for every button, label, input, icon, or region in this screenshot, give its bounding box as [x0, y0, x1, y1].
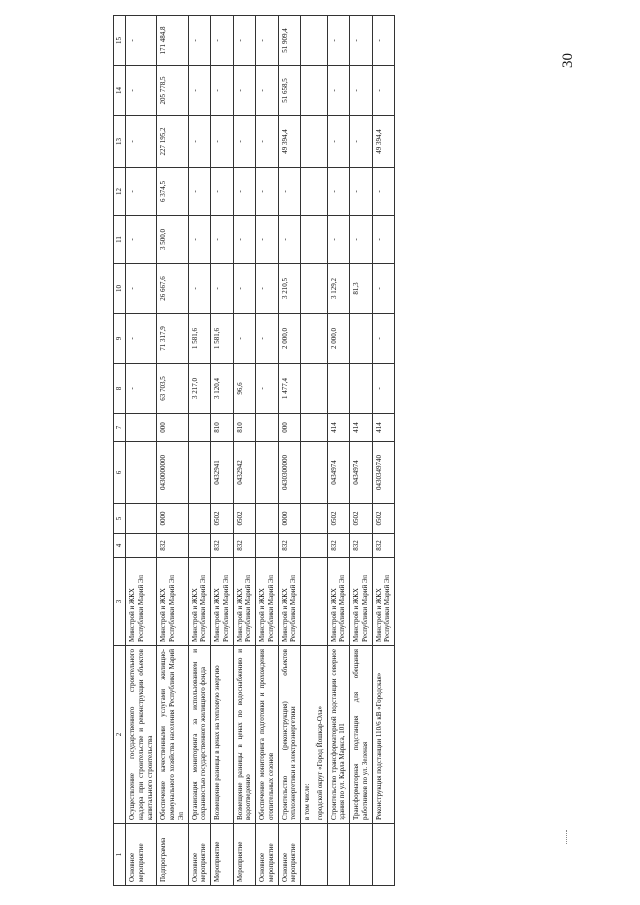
- amount-cell: -: [372, 364, 395, 414]
- amount-cell: -: [327, 168, 350, 216]
- cell-col-6: 0430000000: [157, 442, 188, 504]
- amount-cell: -: [188, 116, 211, 168]
- cell-col-7: [256, 414, 279, 442]
- amount-cell: [301, 364, 314, 414]
- amount-cell: -: [188, 216, 211, 264]
- amount-cell: -: [233, 168, 256, 216]
- responsible-cell: Минстрой и ЖКХ Республики Марий Эл: [327, 558, 350, 646]
- cell-col-6: 0432941: [211, 442, 234, 504]
- amount-cell: 205 778,5: [157, 66, 188, 116]
- amount-cell: -: [350, 216, 373, 264]
- row-description-cell: Трансформаторная подстанция для обещания работников по ул. Зеленая: [350, 646, 373, 824]
- column-number-row: [114, 16, 126, 886]
- cell-col-4: 832: [350, 534, 373, 558]
- table-row: [188, 16, 211, 886]
- cell-col-6: 0434974: [327, 442, 350, 504]
- row-description-cell: Реконструкция подстанции 110/6 кВ «Городская»: [372, 646, 395, 824]
- amount-cell: 3 210,5: [278, 264, 301, 314]
- amount-cell: -: [233, 216, 256, 264]
- amount-cell: -: [126, 168, 157, 216]
- amount-cell: -: [126, 16, 157, 66]
- amount-cell: [301, 66, 314, 116]
- row-description-cell: Обеспечение мониторинга подготовки и прохождения отопительных сезонов: [256, 646, 279, 824]
- cell-col-4: 832: [157, 534, 188, 558]
- amount-cell: [301, 168, 314, 216]
- amount-cell: -: [126, 216, 157, 264]
- cell-col-6: [126, 442, 157, 504]
- cell-col-5: 0000: [157, 504, 188, 534]
- cell-col-4: 832: [327, 534, 350, 558]
- column-number-2: 2: [114, 646, 126, 824]
- amount-cell: -: [211, 264, 234, 314]
- cell-col-7: 414: [372, 414, 395, 442]
- amount-cell: -: [350, 168, 373, 216]
- amount-cell: -: [327, 16, 350, 66]
- cell-col-7: 810: [211, 414, 234, 442]
- cell-col-5: 0502: [327, 504, 350, 534]
- amount-cell: [314, 314, 327, 364]
- amount-cell: -: [233, 314, 256, 364]
- amount-cell: -: [256, 264, 279, 314]
- amount-cell: 171 484,8: [157, 16, 188, 66]
- row-description-cell: Возмещение разницы в ценах на тепловую энергию: [211, 646, 234, 824]
- amount-cell: -: [188, 66, 211, 116]
- amount-cell: -: [211, 66, 234, 116]
- cell-col-5: [188, 504, 211, 534]
- responsible-cell: Минстрой и ЖКХ Республики Марий Эл: [256, 558, 279, 646]
- amount-cell: [327, 364, 350, 414]
- responsible-cell: Минстрой и ЖКХ Республики Марий Эл: [126, 558, 157, 646]
- row-description-cell: Возмещение разницы в ценах по водоснабжению и водоотведению: [233, 646, 256, 824]
- amount-cell: [314, 168, 327, 216]
- amount-cell: -: [256, 364, 279, 414]
- row-type-cell: [301, 824, 314, 886]
- amount-cell: -: [278, 216, 301, 264]
- amount-cell: 51 658,5: [278, 66, 301, 116]
- responsible-cell: [314, 558, 327, 646]
- cell-col-4: 832: [278, 534, 301, 558]
- amount-cell: -: [372, 216, 395, 264]
- row-type-cell: [327, 824, 350, 886]
- table-row: [314, 16, 327, 886]
- row-type-cell: Мероприятие: [233, 824, 256, 886]
- amount-cell: -: [256, 314, 279, 364]
- amount-cell: [350, 314, 373, 364]
- amount-cell: -: [256, 66, 279, 116]
- amount-cell: -: [372, 168, 395, 216]
- column-number-6: 6: [114, 442, 126, 504]
- row-description-cell: Осуществление государственного строительного надзора при строительстве и реконструкции объектов капитального строительства: [126, 646, 157, 824]
- amount-cell: [314, 116, 327, 168]
- cell-col-5: 0502: [211, 504, 234, 534]
- row-description-cell: Обеспечение качественными услугами жилищно-коммунального хозяйства населения Республики Марий Эл: [157, 646, 188, 824]
- column-number-8: 8: [114, 364, 126, 414]
- amount-cell: 3 500,0: [157, 216, 188, 264]
- table-row: [256, 16, 279, 886]
- amount-cell: -: [188, 264, 211, 314]
- amount-cell: -: [372, 16, 395, 66]
- responsible-cell: Минстрой и ЖКХ Республики Марий Эл: [211, 558, 234, 646]
- cell-col-5: [256, 504, 279, 534]
- table-row: [126, 16, 157, 886]
- amount-cell: 1 581,6: [211, 314, 234, 364]
- row-description-cell: Организация мониторинга за использованием и сохранностью государственного жилищного фонда: [188, 646, 211, 824]
- column-number-3: 3: [114, 558, 126, 646]
- amount-cell: -: [233, 66, 256, 116]
- cell-col-4: 832: [233, 534, 256, 558]
- amount-cell: -: [256, 168, 279, 216]
- amount-cell: [314, 264, 327, 314]
- amount-cell: 26 667,6: [157, 264, 188, 314]
- cell-col-4: [301, 534, 314, 558]
- amount-cell: [301, 216, 314, 264]
- amount-cell: -: [327, 66, 350, 116]
- amount-cell: 6 374,5: [157, 168, 188, 216]
- responsible-cell: Минстрой и ЖКХ Республики Марий Эл: [278, 558, 301, 646]
- amount-cell: -: [278, 168, 301, 216]
- row-type-cell: Подпрограмма: [157, 824, 188, 886]
- amount-cell: 49 394,4: [278, 116, 301, 168]
- amount-cell: 51 909,4: [278, 16, 301, 66]
- table-row: [157, 16, 188, 886]
- amount-cell: -: [327, 116, 350, 168]
- amount-cell: -: [233, 16, 256, 66]
- amount-cell: [350, 364, 373, 414]
- amount-cell: 3 120,4: [211, 364, 234, 414]
- cell-col-7: [126, 414, 157, 442]
- cell-col-6: 0432942: [233, 442, 256, 504]
- amount-cell: 49 394,4: [372, 116, 395, 168]
- amount-cell: 71 317,9: [157, 314, 188, 364]
- row-type-cell: [372, 824, 395, 886]
- cell-col-4: [256, 534, 279, 558]
- cell-col-7: [314, 414, 327, 442]
- column-number-13: 13: [114, 116, 126, 168]
- row-description-cell: в том числе:: [301, 646, 314, 824]
- column-number-5: 5: [114, 504, 126, 534]
- row-description-cell: городской округ «Город Йошкар-Ола»: [314, 646, 327, 824]
- amount-cell: -: [350, 66, 373, 116]
- cell-col-5: 0502: [233, 504, 256, 534]
- amount-cell: -: [188, 168, 211, 216]
- cell-col-6: [301, 442, 314, 504]
- column-number-10: 10: [114, 264, 126, 314]
- amount-cell: 3 129,2: [327, 264, 350, 314]
- cell-col-6: [188, 442, 211, 504]
- cell-col-4: [126, 534, 157, 558]
- cell-col-5: 0000: [278, 504, 301, 534]
- column-number-4: 4: [114, 534, 126, 558]
- row-type-cell: Основное мероприятие: [278, 824, 301, 886]
- amount-cell: -: [372, 66, 395, 116]
- table-row: [301, 16, 314, 886]
- responsible-cell: Минстрой и ЖКХ Республики Марий Эл: [350, 558, 373, 646]
- amount-cell: [314, 16, 327, 66]
- table-body: [126, 16, 395, 886]
- cell-col-6: 0430349740: [372, 442, 395, 504]
- cell-col-6: [256, 442, 279, 504]
- amount-cell: -: [256, 216, 279, 264]
- responsible-cell: Минстрой и ЖКХ Республики Марий Эл: [372, 558, 395, 646]
- amount-cell: -: [126, 66, 157, 116]
- cell-col-7: 810: [233, 414, 256, 442]
- cell-col-6: 0434974: [350, 442, 373, 504]
- amount-cell: -: [233, 264, 256, 314]
- amount-cell: 2 000,0: [327, 314, 350, 364]
- column-number-14: 14: [114, 66, 126, 116]
- amount-cell: -: [211, 16, 234, 66]
- responsible-cell: Минстрой и ЖКХ Республики Марий Эл: [233, 558, 256, 646]
- column-number-9: 9: [114, 314, 126, 364]
- row-type-cell: Мероприятие: [211, 824, 234, 886]
- cell-col-6: [314, 442, 327, 504]
- amount-cell: -: [256, 16, 279, 66]
- amount-cell: [301, 16, 314, 66]
- row-type-cell: Основное мероприятие: [126, 824, 157, 886]
- cell-col-6: 0430300000: [278, 442, 301, 504]
- cell-col-4: [188, 534, 211, 558]
- amount-cell: [301, 264, 314, 314]
- amount-cell: [314, 66, 327, 116]
- amount-cell: 1 477,4: [278, 364, 301, 414]
- cell-col-4: [314, 534, 327, 558]
- row-type-cell: Основное мероприятие: [256, 824, 279, 886]
- amount-cell: -: [126, 116, 157, 168]
- row-type-cell: [350, 824, 373, 886]
- margin-mark: [566, 830, 569, 844]
- amount-cell: [314, 216, 327, 264]
- responsible-cell: Минстрой и ЖКХ Республики Марий Эл: [188, 558, 211, 646]
- amount-cell: 2 000,0: [278, 314, 301, 364]
- amount-cell: -: [211, 168, 234, 216]
- amount-cell: 63 703,5: [157, 364, 188, 414]
- column-number-1: 1: [114, 824, 126, 886]
- amount-cell: -: [372, 264, 395, 314]
- amount-cell: -: [211, 116, 234, 168]
- amount-cell: 3 217,0: [188, 364, 211, 414]
- column-number-11: 11: [114, 216, 126, 264]
- column-number-7: 7: [114, 414, 126, 442]
- responsible-cell: [301, 558, 314, 646]
- amount-cell: 81,3: [350, 264, 373, 314]
- cell-col-7: 414: [327, 414, 350, 442]
- amount-cell: -: [256, 116, 279, 168]
- amount-cell: [301, 314, 314, 364]
- amount-cell: -: [233, 116, 256, 168]
- amount-cell: -: [126, 264, 157, 314]
- cell-col-7: 000: [278, 414, 301, 442]
- cell-col-5: [301, 504, 314, 534]
- amount-cell: 96,6: [233, 364, 256, 414]
- cell-col-7: 414: [350, 414, 373, 442]
- amount-cell: -: [327, 216, 350, 264]
- amount-cell: -: [126, 364, 157, 414]
- cell-col-4: 832: [372, 534, 395, 558]
- amount-cell: [314, 364, 327, 414]
- row-description-cell: Строительство трансформаторной подстанции северное здания по ул. Карла Маркса, 101: [327, 646, 350, 824]
- column-number-15: 15: [114, 16, 126, 66]
- cell-col-5: 0502: [350, 504, 373, 534]
- table-row: [327, 16, 350, 886]
- amount-cell: 1 581,6: [188, 314, 211, 364]
- amount-cell: -: [211, 216, 234, 264]
- column-number-12: 12: [114, 168, 126, 216]
- amount-cell: -: [372, 314, 395, 364]
- table-row: [233, 16, 256, 886]
- amount-cell: -: [350, 116, 373, 168]
- amount-cell: -: [350, 16, 373, 66]
- table-row: [372, 16, 395, 886]
- page-number: 30: [560, 53, 576, 68]
- cell-col-7: 000: [157, 414, 188, 442]
- table-row: [211, 16, 234, 886]
- cell-col-5: 0502: [372, 504, 395, 534]
- responsible-cell: Минстрой и ЖКХ Республики Марий Эл: [157, 558, 188, 646]
- cell-col-7: [301, 414, 314, 442]
- cell-col-4: 832: [211, 534, 234, 558]
- cell-col-7: [188, 414, 211, 442]
- rotated-table-container: [113, 16, 557, 886]
- budget-table: [113, 15, 395, 886]
- table-row: [350, 16, 373, 886]
- row-type-cell: Основное мероприятие: [188, 824, 211, 886]
- amount-cell: -: [126, 314, 157, 364]
- amount-cell: -: [188, 16, 211, 66]
- amount-cell: 227 195,2: [157, 116, 188, 168]
- cell-col-5: [126, 504, 157, 534]
- row-type-cell: [314, 824, 327, 886]
- amount-cell: [301, 116, 314, 168]
- table-row: [278, 16, 301, 886]
- cell-col-5: [314, 504, 327, 534]
- row-description-cell: Строительство (реконструкция) объектов теплоэнергетики и электроэнергетики: [278, 646, 301, 824]
